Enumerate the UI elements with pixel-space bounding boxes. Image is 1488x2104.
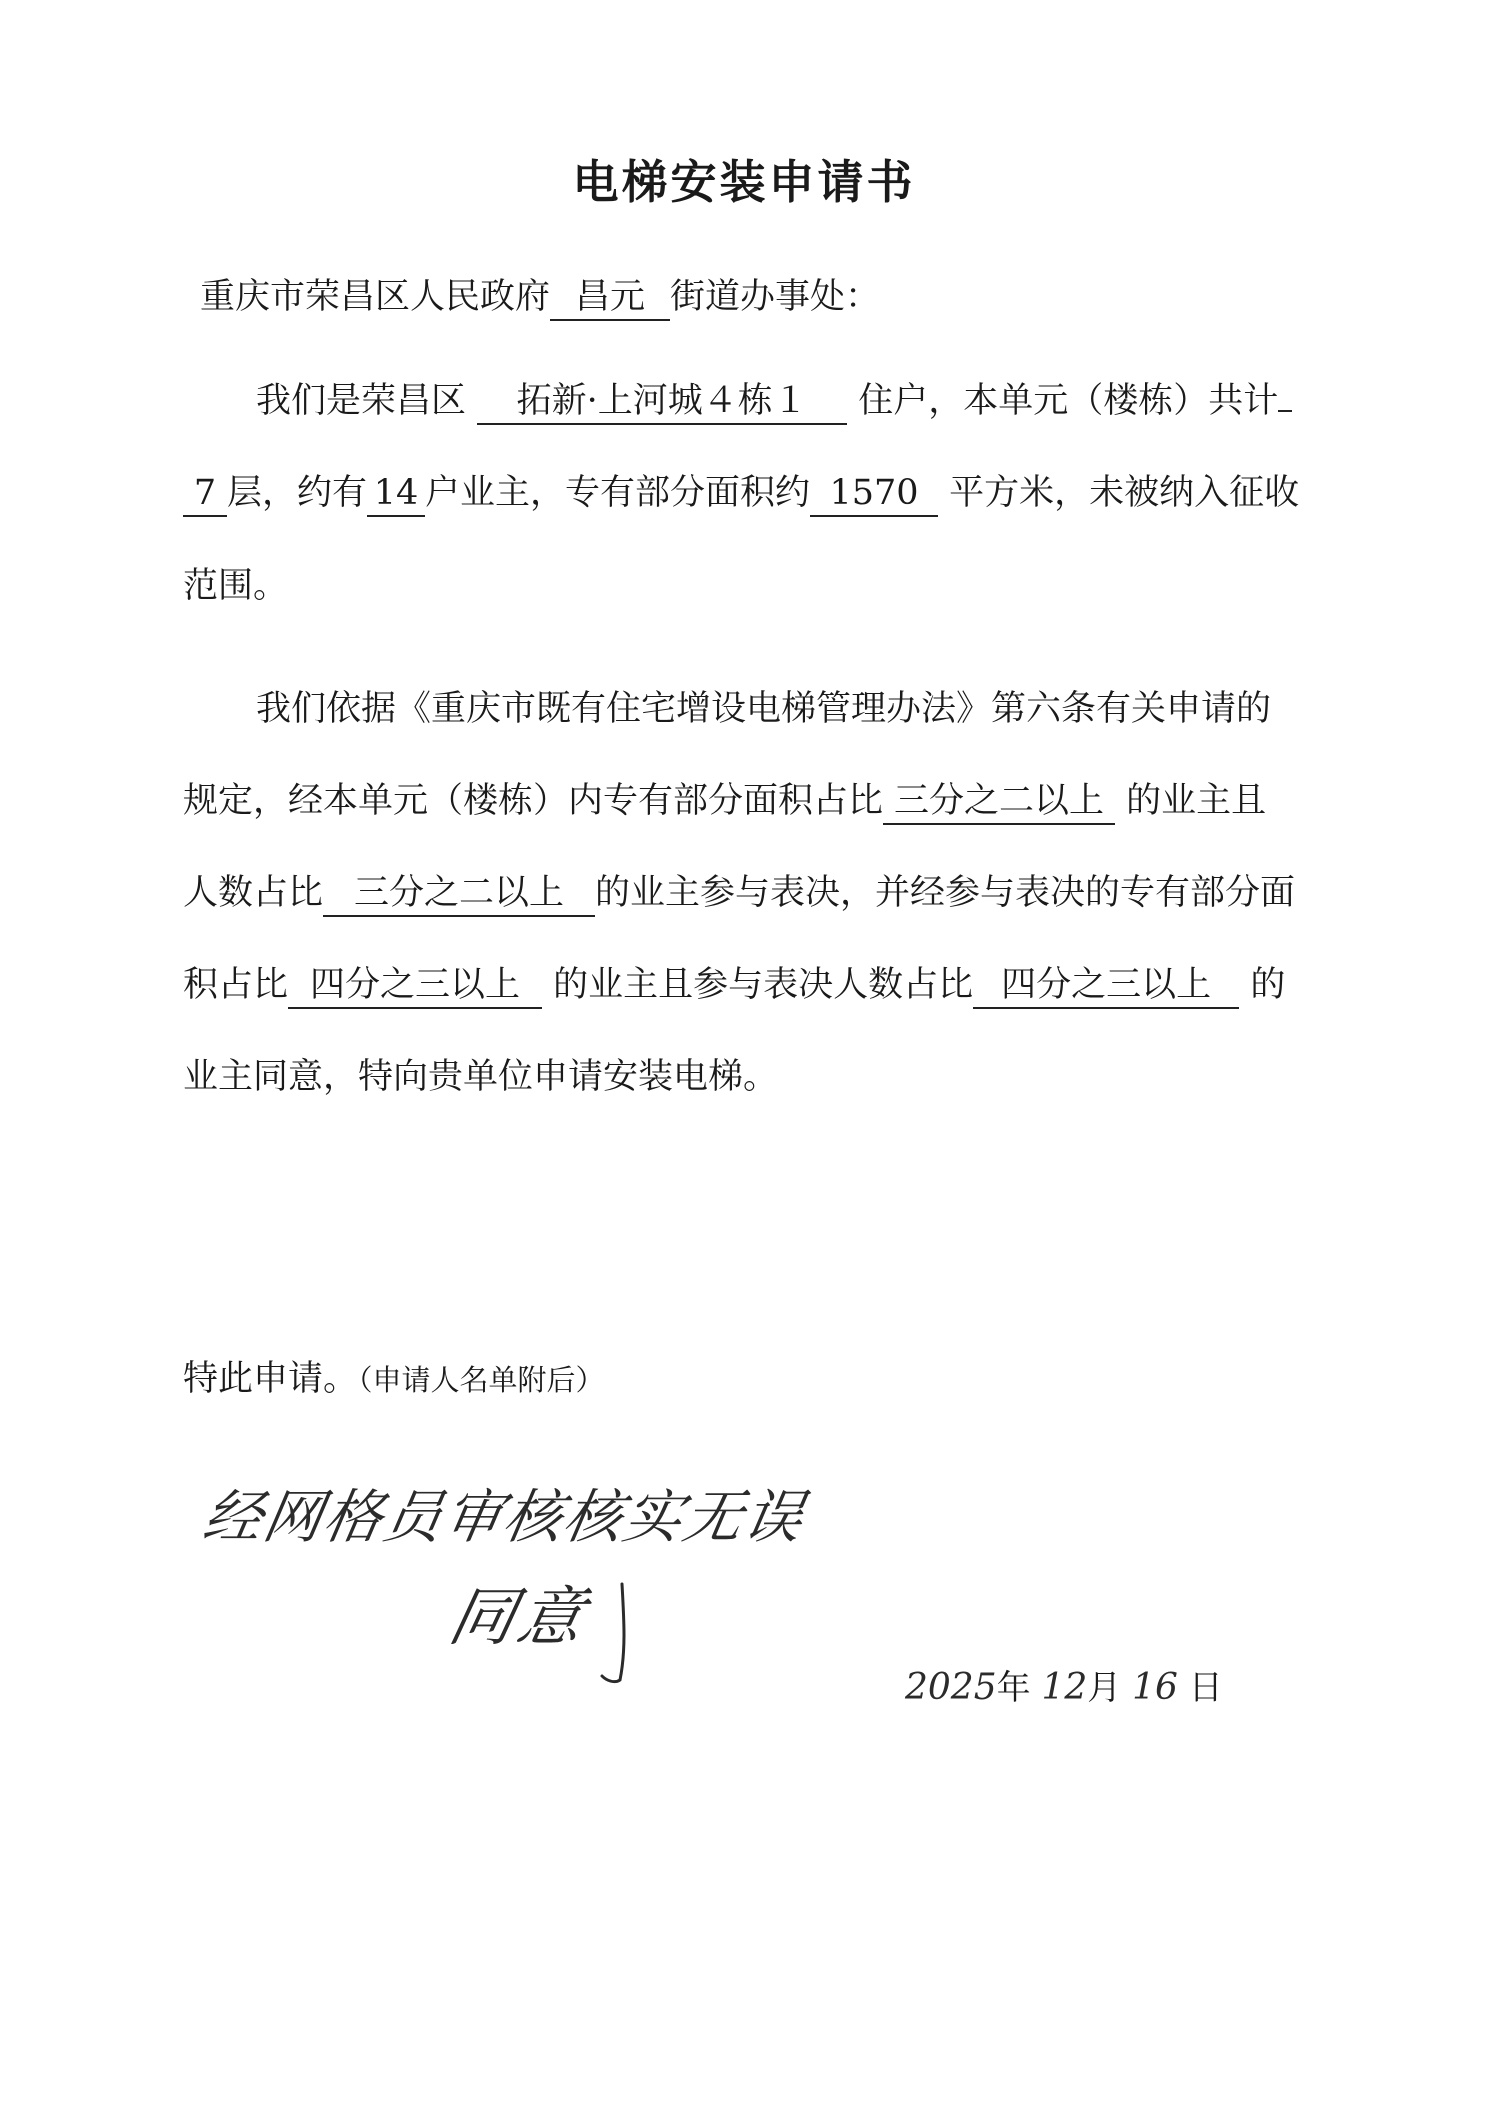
para1-line2	[183, 468, 1299, 518]
area-field: 1570	[810, 471, 938, 517]
closing-line	[183, 1354, 605, 1405]
para2-text: 人数占比	[183, 873, 324, 913]
para2-text: 的业主参与表决，并经参与表决的专有部分面	[595, 873, 1296, 913]
addressee-prefix: 重庆市荣昌区人民政府	[200, 277, 551, 317]
households-field: 14	[367, 471, 425, 517]
para1-text: 平方米，未被纳入征收	[949, 473, 1300, 513]
para2-text: 的业主且	[1126, 781, 1267, 821]
closing-note: （申请人名单附后）	[358, 1363, 605, 1397]
para2-text: 规定，经本单元（楼栋）内专有部分面积占比	[183, 781, 884, 821]
para1-text: 层，约有	[227, 473, 368, 513]
addressee-line	[200, 272, 880, 322]
para2-line5: 业主同意，特向贵单位申请安装电梯。	[183, 1057, 779, 1097]
handwritten-signature: 同意	[442, 1581, 595, 1655]
para2-text: 的	[1250, 965, 1286, 1005]
para1-line3: 范围。	[183, 566, 289, 606]
vote-people-ratio-field: 四分之三以上	[973, 963, 1239, 1009]
date-month: 12	[1041, 1667, 1088, 1708]
para1-text: 户业主，专有部分面积约	[425, 473, 811, 513]
document-title: 电梯安装申请书	[572, 155, 916, 209]
street-field: 昌元	[550, 275, 670, 321]
para1-line1	[256, 376, 1292, 426]
date-year-unit: 年	[996, 1668, 1031, 1708]
closing-text: 特此申请。	[183, 1359, 359, 1399]
para2-text: 积占比	[183, 965, 289, 1005]
floors-field: 7	[183, 471, 227, 517]
handwritten-note: 经网格员审核核实无误	[198, 1483, 811, 1551]
vote-area-ratio-field: 四分之三以上	[288, 963, 542, 1009]
date-day-unit: 日	[1188, 1668, 1223, 1708]
para2-line1: 我们依据《重庆市既有住宅增设电梯管理办法》第六条有关申请的	[256, 689, 1272, 729]
people-ratio-field: 三分之二以上	[323, 871, 595, 917]
para2-line4	[183, 960, 1285, 1010]
para2-line3	[183, 868, 1295, 918]
para1-text: 我们是荣昌区	[256, 381, 467, 421]
date-line	[905, 1660, 1223, 1709]
date-day: 16	[1132, 1667, 1178, 1708]
signature-stroke	[600, 1580, 640, 1690]
building-field: 拓新·上河城４栋１	[477, 379, 847, 425]
addressee-suffix: 街道办事处：	[670, 277, 881, 317]
para1-text: 住户，本单元（楼栋）共计	[858, 381, 1279, 421]
para2-text: 的业主且参与表决人数占比	[553, 965, 974, 1005]
date-year: 2025	[905, 1667, 997, 1708]
blank-underline	[1278, 410, 1292, 412]
area-ratio-field: 三分之二以上	[883, 779, 1115, 825]
para2-line2	[183, 776, 1266, 826]
date-month-unit: 月	[1087, 1668, 1122, 1708]
